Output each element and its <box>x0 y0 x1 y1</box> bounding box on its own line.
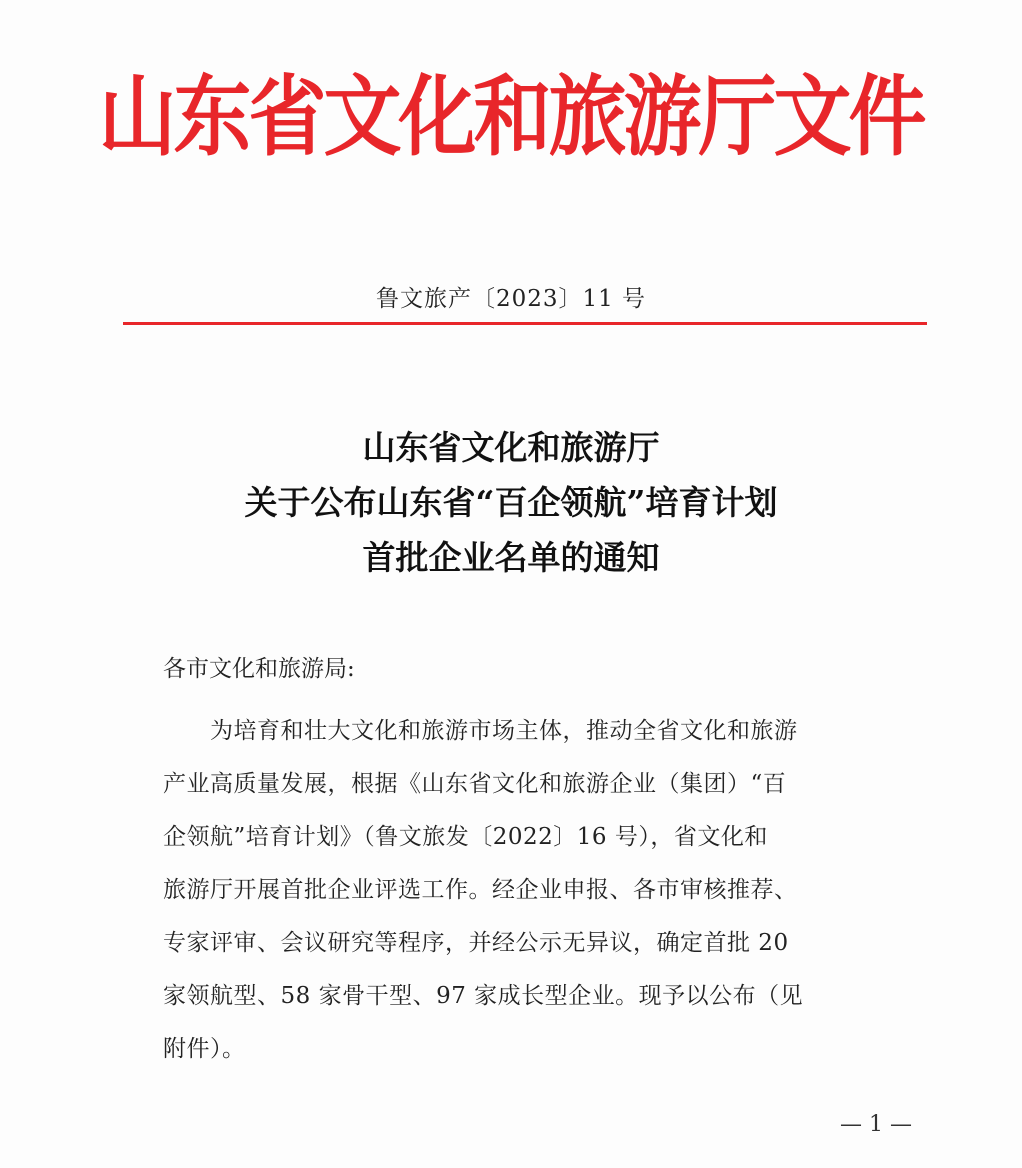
notice-title-line-2: 关于公布山东省“百企领航”培育计划 <box>244 483 778 522</box>
document-number: 鲁文旅产〔2023〕11 号 <box>375 286 647 312</box>
body-line-5: 专家评审、会议研究等程序，并经公示无异议，确定首批 20 <box>163 930 789 956</box>
notice-title <box>0 420 1022 585</box>
body-line-1: 为培育和壮大文化和旅游市场主体，推动全省文化和旅游 <box>163 718 798 744</box>
notice-title-line-3: 首批企业名单的通知 <box>362 538 660 577</box>
body-line-3: 企领航”培育计划》（鲁文旅发〔2022〕16 号），省文化和 <box>163 824 768 850</box>
body-line-2: 产业高质量发展，根据《山东省文化和旅游企业（集团）“百 <box>163 771 787 797</box>
masthead-title: 山东省文化和旅游厅文件 <box>98 66 924 169</box>
notice-title-line-1: 山东省文化和旅游厅 <box>362 428 660 467</box>
salutation: 各市文化和旅游局: <box>163 656 355 682</box>
body-line-7: 附件）。 <box>163 1036 246 1062</box>
page-number: — 1 — <box>840 1112 912 1137</box>
red-divider-rule <box>123 322 927 325</box>
body-line-4: 旅游厅开展首批企业评选工作。经企业申报、各市审核推荐、 <box>163 877 798 903</box>
body-line-6: 家领航型、58 家骨干型、97 家成长型企业。现予以公布（见 <box>163 983 804 1009</box>
